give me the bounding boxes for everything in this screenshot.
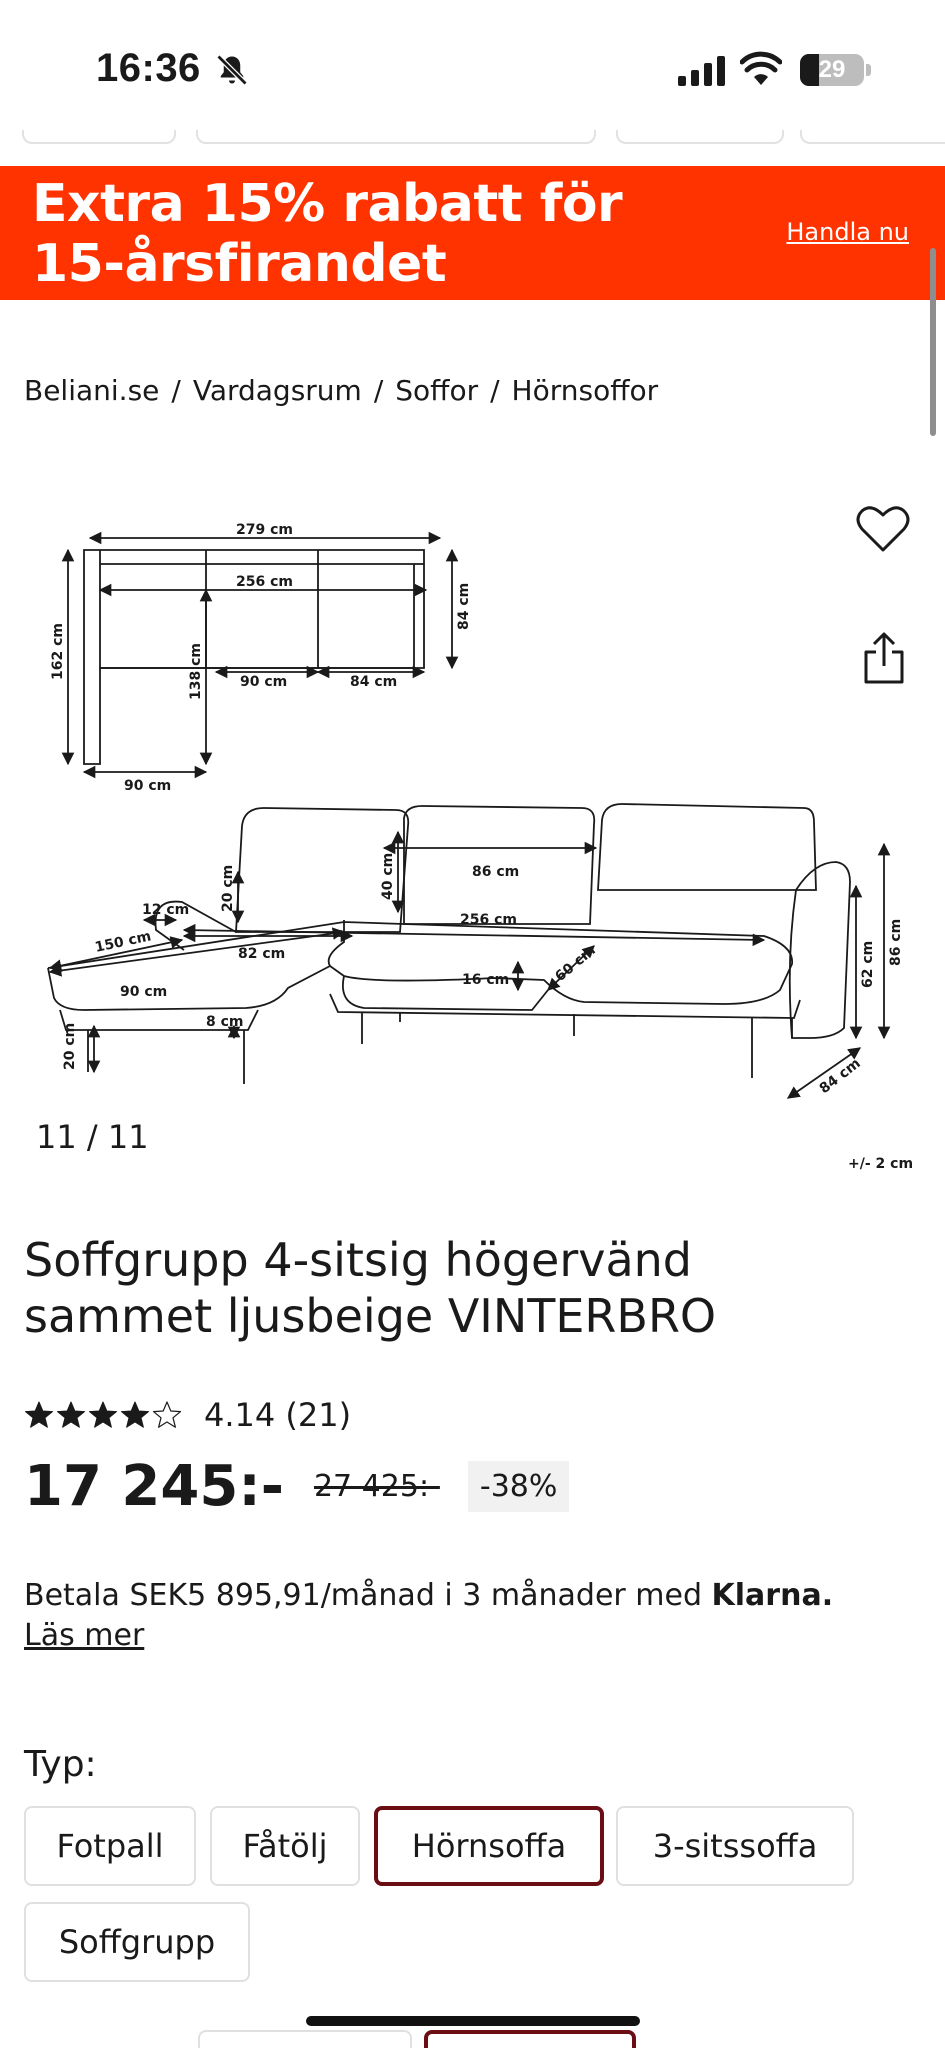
dim-total-height: 86 cm bbox=[888, 918, 904, 966]
breadcrumb-separator: / bbox=[373, 374, 384, 407]
battery-cap bbox=[866, 64, 871, 76]
product-title: Soffgrupp 4-sitsig högervänd sammet ljusbeige VINTERBRO bbox=[24, 1233, 717, 1343]
type-option-soffgrupp[interactable]: Soffgrupp bbox=[24, 1902, 250, 1982]
share-icon[interactable] bbox=[862, 632, 906, 684]
dim-backrest-height: 40 cm bbox=[380, 852, 396, 900]
dimension-diagram bbox=[24, 490, 904, 1190]
dim-inner-width: 256 cm bbox=[236, 574, 293, 590]
breadcrumb-item-home[interactable]: Beliani.se bbox=[24, 374, 160, 407]
top-view-labels bbox=[50, 522, 472, 794]
old-price: 27 425:- bbox=[313, 1469, 440, 1504]
star-filled-icon bbox=[56, 1400, 86, 1430]
breadcrumb-item-hornsoffor[interactable]: Hörnsoffor bbox=[511, 374, 659, 407]
rating-stars bbox=[24, 1400, 182, 1430]
home-indicator[interactable] bbox=[306, 2016, 640, 2026]
product-rating[interactable] bbox=[24, 1396, 351, 1434]
star-filled-icon bbox=[24, 1400, 54, 1430]
type-label: Typ: bbox=[24, 1744, 97, 1785]
wifi-icon bbox=[740, 50, 782, 86]
dim-seat-depth: 82 cm bbox=[238, 946, 286, 962]
tolerance-note: +/- 2 cm bbox=[848, 1156, 914, 1172]
klarna-read-more-link[interactable]: Läs mer bbox=[24, 1618, 145, 1653]
dim-frame-thickness: 8 cm bbox=[206, 1014, 244, 1030]
battery-level: 29 bbox=[818, 56, 846, 83]
current-price: 17 245:- bbox=[24, 1454, 284, 1519]
breadcrumb-separator: / bbox=[490, 374, 500, 407]
star-filled-icon bbox=[120, 1400, 150, 1430]
status-time: 16:36 bbox=[96, 46, 201, 90]
dim-arm-width: 12 cm bbox=[142, 902, 190, 918]
dim-back-cushion-width: 86 cm bbox=[472, 864, 520, 880]
type-option-fotpall[interactable]: Fotpall bbox=[24, 1806, 196, 1886]
battery-icon bbox=[800, 54, 864, 86]
dim-seat-height: 62 cm bbox=[860, 940, 876, 988]
dim-chaise-depth: 138 cm bbox=[188, 643, 204, 700]
type-option-fatolj[interactable]: Fåtölj bbox=[210, 1806, 360, 1886]
dim-total-depth: 162 cm bbox=[50, 623, 66, 680]
breadcrumb-item-soffor[interactable]: Soffor bbox=[395, 374, 479, 407]
dim-chaise-width: 90 cm bbox=[124, 778, 172, 794]
dim-cushion-thickness: 16 cm bbox=[462, 972, 510, 988]
product-image-gallery[interactable] bbox=[24, 490, 904, 1190]
image-counter: 11 / 11 bbox=[36, 1118, 149, 1156]
promo-shop-link[interactable]: Handla nu bbox=[786, 218, 909, 246]
breadcrumb bbox=[24, 374, 658, 407]
star-filled-icon bbox=[88, 1400, 118, 1430]
dim-total-width: 279 cm bbox=[236, 522, 293, 538]
bell-slash-icon bbox=[214, 52, 250, 88]
klarna-logo: Klarna. bbox=[711, 1578, 834, 1613]
breadcrumb-separator: / bbox=[171, 374, 181, 407]
promo-title: Extra 15% rabatt för 15-årsfirandet bbox=[32, 174, 623, 294]
rating-text[interactable]: 4.14 (21) bbox=[204, 1396, 352, 1434]
dim-seat-depth-side: 60 cm bbox=[552, 942, 599, 986]
dim-front-width: 90 cm bbox=[120, 984, 168, 1000]
dim-leg-height: 20 cm bbox=[62, 1022, 78, 1070]
heart-icon[interactable] bbox=[856, 504, 910, 554]
klarna-text: Betala SEK5 895,91/månad i 3 månader med bbox=[24, 1578, 712, 1613]
nav-pill[interactable] bbox=[616, 130, 784, 144]
promo-banner[interactable] bbox=[0, 166, 945, 300]
scrollbar[interactable] bbox=[930, 248, 936, 436]
type-option-hornsoffa[interactable]: Hörnsoffa bbox=[374, 1806, 604, 1886]
dim-seat-width: 256 cm bbox=[460, 912, 517, 928]
option-chip[interactable] bbox=[198, 2030, 412, 2048]
dim-back-depth: 84 cm bbox=[456, 582, 472, 630]
dim-side-depth: 84 cm bbox=[816, 1055, 864, 1098]
breadcrumb-item-vardagsrum[interactable]: Vardagsrum bbox=[192, 374, 362, 407]
star-empty-icon bbox=[152, 1400, 182, 1430]
nav-pill[interactable] bbox=[196, 130, 596, 144]
dim-arm-height: 20 cm bbox=[220, 864, 236, 912]
nav-pill[interactable] bbox=[22, 130, 176, 144]
dim-seat-module-b: 84 cm bbox=[350, 674, 398, 690]
dim-seat-module-a: 90 cm bbox=[240, 674, 288, 690]
perspective-view bbox=[48, 804, 884, 1098]
klarna-payment-info bbox=[24, 1576, 924, 1656]
signal-icon bbox=[678, 56, 726, 86]
discount-badge: -38% bbox=[468, 1461, 570, 1512]
price-row bbox=[24, 1454, 569, 1519]
category-nav-strip[interactable] bbox=[0, 130, 945, 146]
dim-chaise-length: 150 cm bbox=[93, 928, 153, 956]
nav-pill[interactable] bbox=[800, 130, 945, 144]
status-bar bbox=[0, 0, 945, 140]
type-option-3-sitssoffa[interactable]: 3-sitssoffa bbox=[616, 1806, 854, 1886]
option-chip[interactable] bbox=[424, 2030, 636, 2048]
